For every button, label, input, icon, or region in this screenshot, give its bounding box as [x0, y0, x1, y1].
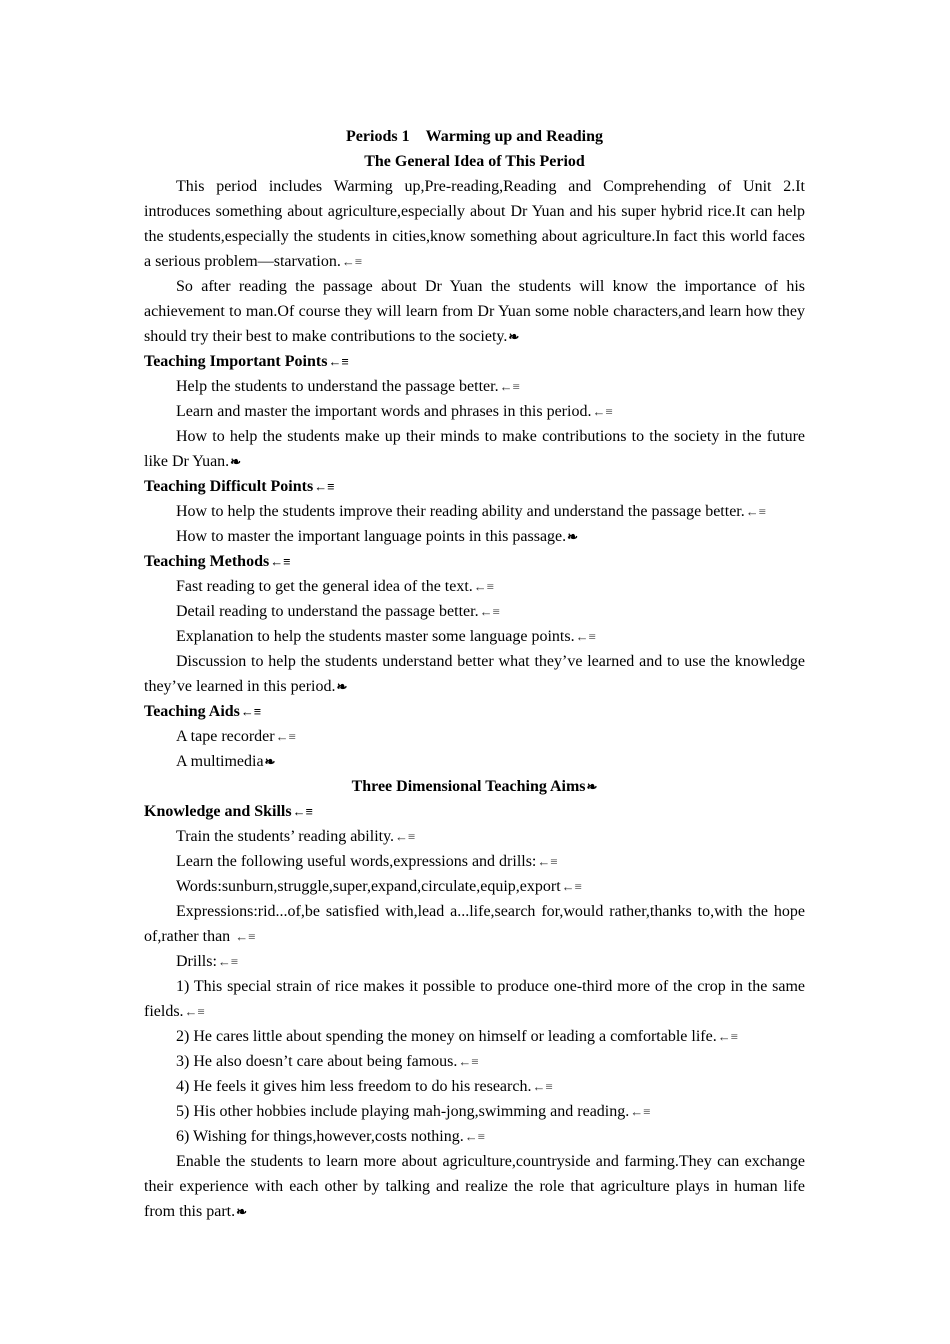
list-item	[144, 524, 805, 549]
item-text: How to master the important language points in this passage.	[176, 528, 567, 545]
list-item	[144, 649, 805, 699]
paragraph-end-mark-icon: ❧	[586, 779, 598, 794]
list-item	[144, 849, 805, 874]
line-break-mark-icon: ←≡	[292, 804, 314, 819]
line-break-mark-icon: ←≡	[184, 1004, 205, 1019]
intro-paragraph-2	[144, 274, 805, 349]
paragraph-end-mark-icon: ❧	[567, 529, 579, 544]
list-item	[144, 824, 805, 849]
list-item	[144, 1074, 805, 1099]
document-title	[144, 124, 805, 149]
section-heading-important-points	[144, 349, 805, 374]
line-break-mark-icon: ←≡	[479, 604, 500, 619]
paragraph-text: So after reading the passage about Dr Yuan the students will know the importance of his achievement to man.Of course they will learn from Dr Yuan some noble characters,and learn how they should try their best to make contributions to the society.	[144, 278, 805, 345]
paragraph-end-mark-icon: ❧	[236, 1204, 247, 1219]
section-heading-difficult-points	[144, 474, 805, 499]
item-text: Train the students’ reading ability.	[176, 828, 395, 845]
line-break-mark-icon: ←≡	[561, 879, 582, 894]
list-item	[144, 599, 805, 624]
document-subtitle	[144, 149, 805, 174]
aims-heading	[144, 774, 805, 799]
item-text: 3) He also doesn’t care about being famous.	[176, 1053, 458, 1070]
list-item	[144, 424, 805, 474]
item-text: Help the students to understand the passage better.	[176, 378, 499, 395]
line-break-mark-icon: ←≡	[395, 829, 416, 844]
line-break-mark-icon: ←≡	[328, 354, 349, 369]
list-item	[144, 574, 805, 599]
line-break-mark-icon: ←≡	[458, 1054, 479, 1069]
list-item	[144, 899, 805, 949]
item-text: Detail reading to understand the passage better.	[176, 603, 479, 620]
item-text: Fast reading to get the general idea of the text.	[176, 578, 473, 595]
intro-paragraph-1	[144, 174, 805, 274]
heading-text: Knowledge and Skills	[144, 803, 292, 820]
line-break-mark-icon: ←≡	[314, 479, 335, 494]
list-item	[144, 374, 805, 399]
item-text: 4) He feels it gives him less freedom to do his research.	[176, 1078, 532, 1095]
title-part-1: Periods 1	[346, 128, 410, 145]
item-text: 5) His other hobbies include playing mah-jong,swimming and reading.	[176, 1103, 630, 1120]
line-break-mark-icon: ←≡	[532, 1079, 553, 1094]
list-item	[144, 724, 805, 749]
paragraph-text: This period includes Warming up,Pre-reading,Reading and Comprehending of Unit 2.It introduces something about agriculture,especially about Dr Yuan and his super hybrid rice.It can help the students,especially the students in cities,know something about agriculture.In fact this world faces a serious problem—starvation.	[144, 178, 805, 270]
line-break-mark-icon: ←≡	[275, 729, 296, 744]
title-part-2: Warming up and Reading	[425, 128, 603, 145]
item-text: Explanation to help the students master some language points.	[176, 628, 575, 645]
line-break-mark-icon: ←≡	[537, 854, 558, 869]
paragraph-end-mark-icon: ❧	[508, 329, 520, 344]
list-item	[144, 1024, 805, 1049]
line-break-mark-icon: ←≡	[217, 954, 239, 969]
line-break-mark-icon: ←≡	[473, 579, 495, 594]
line-break-mark-icon: ←≡	[270, 554, 291, 569]
item-text: A multimedia	[176, 753, 264, 770]
line-break-mark-icon: ←≡	[341, 254, 363, 269]
line-break-mark-icon: ←≡	[630, 1104, 651, 1119]
list-item	[144, 874, 805, 899]
item-text: Learn the following useful words,expressions and drills:	[176, 853, 537, 870]
line-break-mark-icon: ←≡	[235, 929, 256, 944]
item-text: Enable the students to learn more about agriculture,countryside and farming.They can exchange their experience with each other by talking and realize the role that agriculture plays in human life from this part.	[144, 1153, 805, 1220]
list-item	[144, 499, 805, 524]
heading-text: Three Dimensional Teaching Aims	[351, 778, 586, 795]
item-text: 2) He cares little about spending the money on himself or leading a comfortable life.	[176, 1028, 717, 1045]
section-heading-aids	[144, 699, 805, 724]
paragraph-end-mark-icon: ❧	[336, 679, 348, 694]
heading-text: Teaching Methods	[144, 553, 270, 570]
item-text: How to help the students make up their minds to make contributions to the society in the future like Dr Yuan.	[144, 428, 805, 470]
item-text: How to help the students improve their reading ability and understand the passage better.	[176, 503, 745, 520]
heading-text: Teaching Aids	[144, 703, 240, 720]
item-text: A tape recorder	[176, 728, 275, 745]
list-item	[144, 624, 805, 649]
item-text: 6) Wishing for things,however,costs nothing.	[176, 1128, 464, 1145]
list-item	[144, 1149, 805, 1224]
heading-text: Teaching Difficult Points	[144, 478, 314, 495]
list-item	[144, 949, 805, 974]
item-text: Words:sunburn,struggle,super,expand,circulate,equip,export	[176, 878, 561, 895]
list-item	[144, 974, 805, 1024]
line-break-mark-icon: ←≡	[575, 629, 596, 644]
section-heading-knowledge-skills	[144, 799, 805, 824]
line-break-mark-icon: ←≡	[745, 504, 767, 519]
heading-text: Teaching Important Points	[144, 353, 328, 370]
item-text: Learn and master the important words and phrases in this period.	[176, 403, 592, 420]
item-text: 1) This special strain of rice makes it possible to produce one-third more of the crop in the same fields.	[144, 978, 805, 1020]
section-heading-methods	[144, 549, 805, 574]
list-item	[144, 1099, 805, 1124]
item-text: Discussion to help the students understand better what they’ve learned and to use the knowledge they’ve learned in this period.	[144, 653, 805, 695]
line-break-mark-icon: ←≡	[240, 704, 262, 719]
item-text: Expressions:rid...of,be satisfied with,lead a...life,search for,would rather,thanks to,with the hope of,rather than	[144, 903, 805, 945]
line-break-mark-icon: ←≡	[592, 404, 613, 419]
item-text: Drills:	[176, 953, 217, 970]
line-break-mark-icon: ←≡	[464, 1129, 486, 1144]
paragraph-end-mark-icon: ❧	[230, 454, 242, 469]
list-item	[144, 1124, 805, 1149]
paragraph-end-mark-icon: ❧	[264, 754, 276, 769]
subtitle-text: The General Idea of This Period	[364, 153, 585, 170]
list-item	[144, 399, 805, 424]
line-break-mark-icon: ←≡	[717, 1029, 739, 1044]
line-break-mark-icon: ←≡	[499, 379, 520, 394]
list-item	[144, 1049, 805, 1074]
list-item	[144, 749, 805, 774]
document-page	[144, 124, 805, 1224]
